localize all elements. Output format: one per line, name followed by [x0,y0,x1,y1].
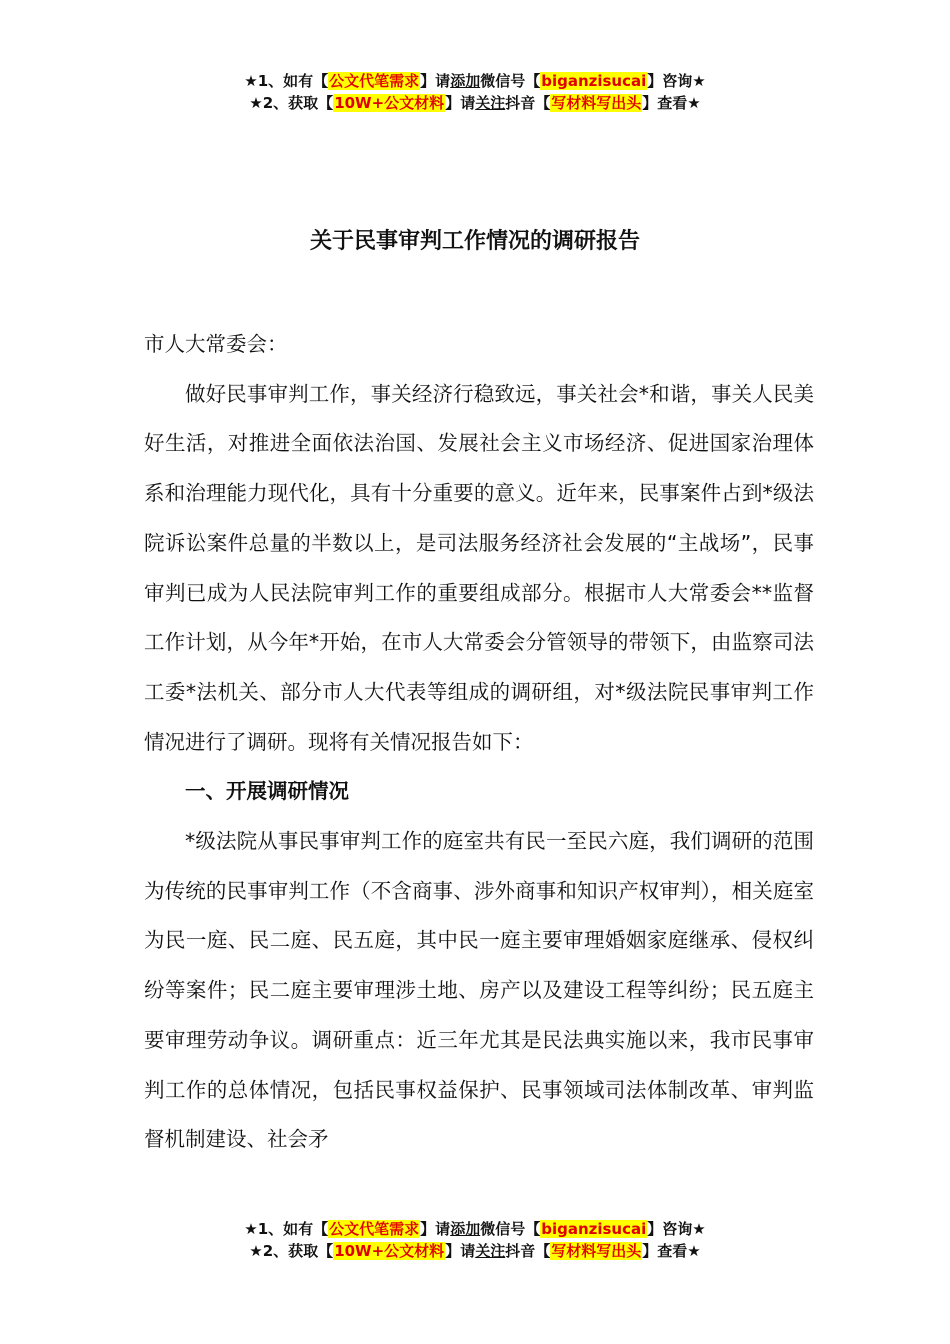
promo-line-2: ★2、获取【10W+公文材料】请关注抖音【写材料写出头】查看★ [249,94,701,112]
promo-line-2: ★2、获取【10W+公文材料】请关注抖音【写材料写出头】查看★ [249,1242,701,1260]
salutation: 市人大常委会： [144,332,288,356]
bottom-promo-banner [0,1218,950,1262]
promo-highlight: 公文代笔需求 [329,1220,420,1238]
promo-highlight: biganzisucai [541,72,647,90]
top-promo-banner [0,70,950,114]
document-body [144,320,814,1165]
promo-highlight: biganzisucai [541,1220,647,1238]
promo-highlight: 写材料写出头 [551,94,642,112]
section-heading: 一、开展调研情况 [185,779,349,804]
promo-highlight: 10W+公文材料 [334,1242,445,1260]
paragraph: 做好民事审判工作，事关经济行稳致远，事关社会*和谐，事关人民美好生活，对推进全面依法治国、发展社会主义市场经济、促进国家治理体系和治理能力现代化，具有十分重要的意义。近年来，民事案件占到*级法院诉讼案件总量的半数以上，是司法服务经济社会发展的“主战场”，民事审判已成为人民法院审判工作的重要组成部分。根据市人大常委会**监督工作计划，从今年*开始，在市人大常委会分管领导的带领下，由监察司法工委*法机关、部分市人大代表等组成的调研组，对*级法院民事审判工作情况进行了调研。现将有关情况报告如下： [144,381,814,754]
promo-line-1: ★1、如有【公文代笔需求】请添加微信号【biganzisucai】咨询★ [244,72,706,90]
paragraph: *级法院从事民事审判工作的庭室共有民一至民六庭，我们调研的范围为传统的民事审判工作（不含商事、涉外商事和知识产权审判），相关庭室为民一庭、民二庭、民五庭，其中民一庭主要审理婚姻家庭继承、侵权纠纷等案件；民二庭主要审理涉土地、房产以及建设工程等纠纷；民五庭主要审理劳动争议。调研重点：近三年尤其是民法典实施以来，我市民事审判工作的总体情况，包括民事权益保护、民事领域司法体制改革、审判监督机制建设、社会矛 [144,829,814,1152]
document-title: 关于民事审判工作情况的调研报告 [309,229,640,254]
promo-highlight: 10W+公文材料 [334,94,445,112]
promo-highlight: 公文代笔需求 [329,72,420,90]
promo-line-1: ★1、如有【公文代笔需求】请添加微信号【biganzisucai】咨询★ [244,1220,706,1238]
promo-highlight: 写材料写出头 [551,1242,642,1260]
